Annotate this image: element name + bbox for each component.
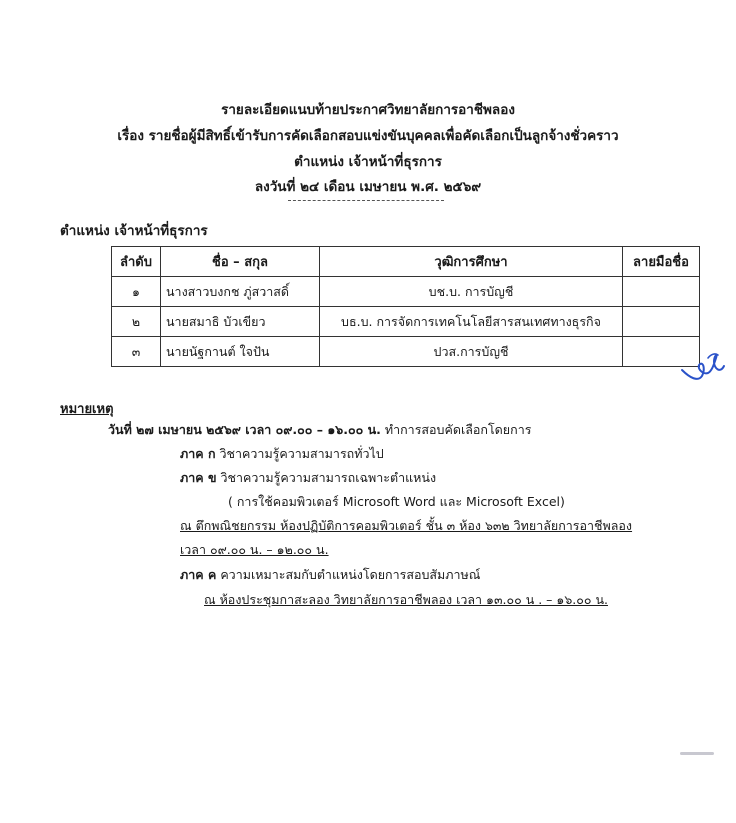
scan-smudge [680,752,714,755]
table-row [112,307,700,337]
part-c-line [180,565,480,585]
section-title: ตำแหน่ง เจ้าหน้าที่ธุรการ [60,223,208,239]
part-c-label: ภาค ค [180,567,217,582]
column-header-name: ชื่อ – สกุล [161,247,320,277]
cell-name: นางสาวบงกช ภู่สวาสดิ์ [161,277,320,307]
cell-signature [623,277,700,307]
part-b-line [180,468,436,488]
header-line-4: ลงวันที่ ๒๔ เดือน เมษายน พ.ศ. ๒๕๖๙ [254,179,482,195]
cell-order: ๓ [112,337,161,367]
cell-signature [623,307,700,337]
exam-date-rest: ทำการสอบคัดเลือกโดยการ [380,422,532,437]
cell-name: นายสมาธิ บัวเขียว [161,307,320,337]
table-row [112,337,700,367]
cell-name: นายนัฐกานต์ ใจปัน [161,337,320,367]
column-header-order: ลำดับ [112,247,161,277]
column-header-education: วุฒิการศึกษา [320,247,623,277]
table-row [112,277,700,307]
header-divider [288,200,444,201]
part-b-label: ภาค ข [180,470,217,485]
header-line-2: เรื่อง รายชื่อผู้มีสิทธิ์เข้ารับการคัดเลือกสอบแข่งขันบุคคลเพื่อคัดเลือกเป็นลูกจ้างชั่วคราว [117,128,619,144]
header-line-1: รายละเอียดแนบท้ายประกาศวิทยาลัยการอาชีพลอง [221,102,515,118]
part-a-label: ภาค ก [180,446,216,461]
part-b-time: เวลา ๐๙.๐๐ น. – ๑๒.๐๐ น. [180,542,329,557]
cell-education: ปวส.การบัญชี [320,337,623,367]
column-header-signature: ลายมือชื่อ [623,247,700,277]
cell-education: บธ.บ. การจัดการเทคโนโลยีสารสนเทศทางธุรกิจ [320,307,623,337]
header-line-3: ตำแหน่ง เจ้าหน้าที่ธุรการ [294,154,442,170]
part-b-location: ณ ตึกพณิชยกรรม ห้องปฏิบัติการคอมพิวเตอร์ ชั้น ๓ ห้อง ๖๓๒ วิทยาลัยการอาชีพลอง [180,518,633,533]
exam-date-label: วันที่ ๒๗ เมษายน ๒๕๖๙ เวลา ๐๙.๐๐ – ๑๖.๐๐ น. [108,422,381,437]
handwritten-signature [678,348,728,388]
part-a-text: วิชาความรู้ความสามารถทั่วไป [215,446,384,461]
cell-order: ๒ [112,307,161,337]
part-c-text: ความเหมาะสมกับตำแหน่งโดยการสอบสัมภาษณ์ [216,567,481,582]
cell-education: บช.บ. การบัญชี [320,277,623,307]
part-a-line [180,444,384,464]
table-header-row [112,247,700,277]
candidate-table [111,246,700,367]
part-b-text: วิชาความรู้ความสามารถเฉพาะตำแหน่ง [216,470,437,485]
notes-heading: หมายเหตุ [60,402,114,417]
exam-date-line [108,420,531,440]
cell-order: ๑ [112,277,161,307]
part-c-location: ณ ห้องประชุมกาสะลอง วิทยาลัยการอาชีพลอง เวลา ๑๓.๐๐ น . – ๑๖.๐๐ น. [204,592,608,607]
part-b-detail: ( การใช้คอมพิวเตอร์ Microsoft Word และ Microsoft Excel) [228,494,565,509]
